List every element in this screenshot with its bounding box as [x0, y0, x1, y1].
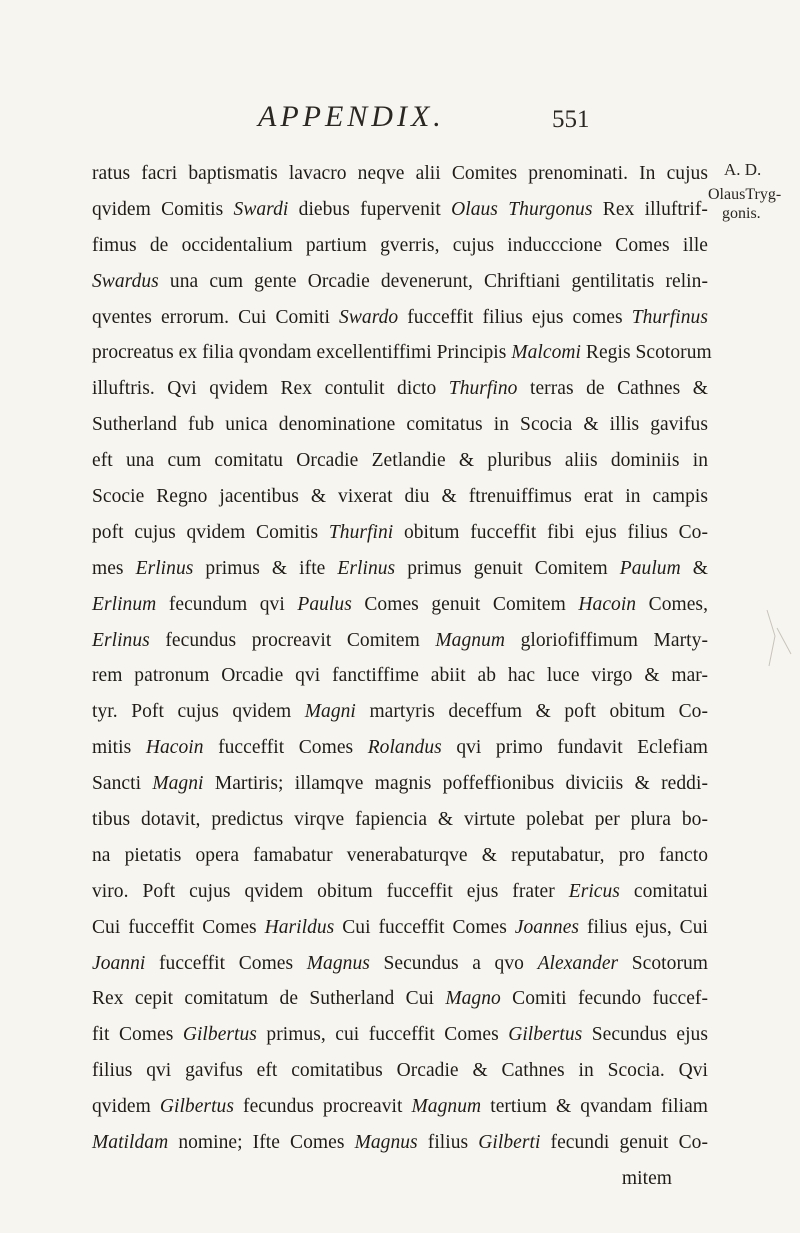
text-run: fecundus procreavit Comitem [149, 629, 436, 651]
text-line [92, 156, 708, 192]
text-run: nomine; Ifte Comes [168, 1132, 355, 1154]
text-run: eft una cum comitatu Orcadie Zetlandie & pluribus aliis dominiis in [92, 450, 708, 472]
text-run: Sancti [92, 773, 153, 795]
italic-name: Magni [304, 701, 356, 723]
italic-name: Joannes [514, 916, 580, 938]
text-run: primus & ifte [193, 557, 338, 579]
text-run: Comes genuit Comitem [351, 593, 579, 615]
italic-name: Alexander [537, 952, 619, 974]
page-number: 551 [552, 106, 590, 133]
text-run: tertium & qvandam filiam [481, 1096, 708, 1118]
text-run: fit Comes [92, 1024, 183, 1046]
text-line [92, 1161, 708, 1197]
italic-name: Gilbertus [159, 1096, 234, 1118]
text-run: filius qvi gavifus eft comitatibus Orcadie & Cathnes in Scocia. Qvi [92, 1060, 708, 1082]
text-run: Rex illuftrif- [592, 198, 708, 220]
text-run: Cui fucceffit Comes [92, 916, 265, 938]
margin-note-name-line1: OlausTryg- [708, 186, 782, 203]
text-line [92, 443, 708, 479]
text-line [92, 946, 708, 982]
text-run: primus, cui fucceffit Comes [256, 1024, 509, 1046]
text-run: mitem [621, 1167, 672, 1189]
italic-name: Joanni [92, 952, 146, 974]
italic-name: Swardi [233, 198, 289, 220]
text-run: gloriofiffimum Marty- [505, 629, 708, 651]
text-line [92, 730, 708, 766]
text-run: qvi primo fundavit Eclefiam [441, 737, 708, 759]
italic-name: Magnus [306, 952, 370, 974]
italic-name: Magno [445, 988, 501, 1010]
italic-name: Erlinus [337, 557, 396, 579]
text-line [92, 623, 708, 659]
text-run: terras de Cathnes & [517, 378, 708, 400]
text-run: Comes, [636, 593, 708, 615]
italic-name: Swardus [92, 270, 159, 292]
text-run: Regis Scotorum [580, 342, 712, 364]
text-line [92, 658, 708, 694]
text-run: illuftris. Qvi qvidem Rex contulit dicto [92, 378, 449, 400]
italic-name: Hacoin [578, 593, 637, 615]
text-line [92, 981, 708, 1017]
body-text [92, 156, 712, 1197]
text-line [92, 264, 708, 300]
italic-name: Magnus [354, 1132, 418, 1154]
italic-name: Hacoin [145, 737, 204, 759]
text-line [92, 766, 708, 802]
italic-name: Swardo [339, 306, 399, 328]
text-line [92, 802, 708, 838]
text-line [92, 479, 708, 515]
text-run: comitatui [619, 880, 708, 902]
text-run: filius [417, 1132, 479, 1154]
text-line [92, 515, 708, 551]
text-run: martyris deceffum & poft obitum Co- [355, 701, 708, 723]
text-line [92, 192, 708, 228]
text-run: poft cujus qvidem Comitis [92, 521, 329, 543]
italic-name: Paulus [297, 593, 352, 615]
text-run: fecundum qvi [156, 593, 298, 615]
text-run: Martiris; illamqve magnis poffeffionibus diviciis & reddi- [203, 773, 708, 795]
text-line [92, 407, 708, 443]
italic-name: Magnum [435, 629, 506, 651]
text-line [92, 874, 708, 910]
text-run: qvidem [92, 1096, 160, 1118]
text-run: procreatus ex filia qvondam excellentiffimi Principis [92, 342, 512, 364]
italic-name: Gilberti [478, 1132, 541, 1154]
text-run: Comiti fecundo fuccef- [500, 988, 709, 1010]
text-line [92, 694, 708, 730]
text-run: na pietatis opera famabatur venerabaturqve & reputabatur, pro fancto [92, 844, 708, 866]
text-line [92, 587, 708, 623]
text-run: Scotorum [618, 952, 709, 974]
text-run: mitis [92, 737, 146, 759]
italic-name: Thurfino [448, 378, 518, 400]
paper-specks [765, 606, 795, 676]
italic-name: Thurfinus [631, 306, 708, 328]
text-run: & [680, 557, 708, 579]
margin-note-year: A. D. [724, 160, 762, 179]
italic-name: Thurfini [328, 521, 394, 543]
running-head [0, 100, 800, 140]
text-run: diebus fupervenit [288, 198, 452, 220]
text-run: Scocie Regno jacentibus & vixerat diu & ftrenuiffimus erat in campis [92, 486, 708, 508]
text-run: fecundi genuit Co- [540, 1132, 708, 1154]
text-run: Secundus a qvo [369, 952, 538, 974]
text-run: ratus facri baptismatis lavacro neqve alii Comites prenominati. In cujus [92, 163, 708, 184]
text-line [92, 1125, 708, 1161]
italic-name: Magnum [411, 1096, 482, 1118]
italic-name: Malcomi [511, 342, 581, 364]
italic-name: Harildus [264, 916, 335, 938]
italic-name: Gilbertus [182, 1024, 257, 1046]
text-line [92, 1017, 708, 1053]
text-run: fecundus procreavit [233, 1096, 412, 1118]
text-run: fucceffit filius ejus comes [398, 306, 632, 328]
italic-name: Erlinus [135, 557, 194, 579]
text-run: tyr. Poft cujus qvidem [92, 701, 305, 723]
text-line [92, 1089, 708, 1125]
margin-note [708, 160, 800, 223]
text-run: Cui fucceffit Comes [334, 916, 515, 938]
italic-name: Erlinus [92, 629, 150, 651]
italic-name: Ericus [568, 880, 620, 902]
running-title: APPENDIX. [258, 100, 445, 133]
italic-name: Olaus Thurgonus [451, 198, 593, 220]
text-line [92, 300, 708, 336]
italic-name: Gilbertus [508, 1024, 583, 1046]
text-run: qvidem Comitis [92, 198, 234, 220]
italic-name: Paulum [619, 557, 681, 579]
text-run: mes [92, 557, 136, 579]
italic-name: Erlinum [92, 593, 157, 615]
text-line [92, 838, 708, 874]
text-run: filius ejus, Cui [579, 916, 708, 938]
margin-note-name-line2: gonis. [722, 205, 761, 222]
text-run: tibus dotavit, predictus virqve fapiencia & virtute polebat per plura bo- [92, 809, 708, 831]
text-line [92, 335, 712, 371]
text-line [92, 551, 708, 587]
text-line [92, 371, 708, 407]
text-run: obitum fucceffit fibi ejus filius Co- [393, 521, 708, 543]
text-run: viro. Poft cujus qvidem obitum fucceffit ejus frater [92, 880, 569, 902]
text-run: rem patronum Orcadie qvi fanctiffime abiit ab hac luce virgo & mar- [92, 665, 708, 687]
text-run: una cum gente Orcadie devenerunt, Chriftiani gentilitatis relin- [158, 270, 708, 292]
italic-name: Magni [152, 773, 204, 795]
text-line [92, 228, 708, 264]
text-run: fucceffit Comes [203, 737, 368, 759]
text-run: Rex cepit comitatum de Sutherland Cui [92, 988, 446, 1010]
text-run: qventes errorum. Cui Comiti [92, 306, 340, 328]
text-run: primus genuit Comitem [395, 557, 620, 579]
italic-name: Rolandus [367, 737, 442, 759]
text-run: fucceffit Comes [145, 952, 307, 974]
text-line [92, 910, 708, 946]
text-line [92, 1053, 708, 1089]
text-run: fimus de occidentalium partium gverris, cujus inducccione Comes ille [92, 234, 708, 256]
text-run: Sutherland fub unica denominatione comitatus in Scocia & illis gavifus [92, 414, 708, 436]
text-run: Secundus ejus [582, 1024, 708, 1046]
italic-name: Matildam [92, 1132, 169, 1154]
